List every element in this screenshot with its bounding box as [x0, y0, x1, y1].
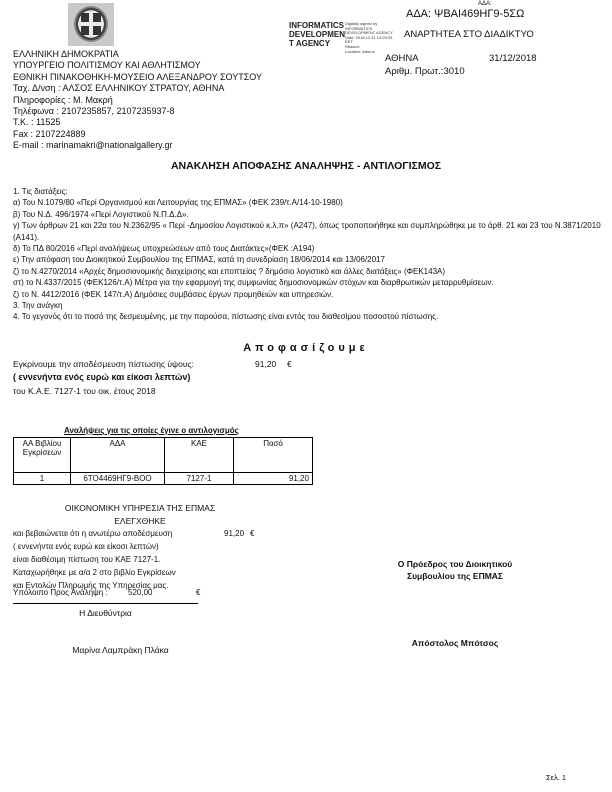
signature-details: Digitally signed by INFORMATICS DEVELOPMENT AGENCY Date: 2018.12.31 13:29:33 EET Reason: Location: Athens: [345, 21, 393, 54]
agency-header-line: ΕΘΝΙΚΗ ΠΙΝΑΚΟΘΗΚΗ-ΜΟΥΣΕΙΟ ΑΛΕΞΑΝΔΡΟΥ ΣΟΥΤΣΟΥ: [13, 71, 263, 82]
coat-of-arms-icon: [68, 3, 114, 51]
agency-header-line: ΥΠΟΥΡΓΕΙΟ ΠΟΛΙΤΙΣΜΟΥ ΚΑΙ ΑΘΛΗΤΙΣΜΟΥ: [13, 60, 201, 71]
director-name: Μαρίνα Λαμπράκη Πλάκα: [72, 645, 169, 655]
remainder-amount: 520,00: [128, 588, 153, 597]
finance-line: και Εντολών Πληρωμής της Υπηρεσίας μας.: [13, 581, 169, 590]
legal-basis-list: [13, 186, 601, 323]
legal-basis-line: γ) Των άρθρων 21 και 22α του Ν.2362/95 « Περί -Δημοσίου Λογιστικού κ.λ.π» (Α247), όπως τροποποιήθηκε και συμπληρώθηκε με το άρθ. 21 και 23 του Ν.3871/2010 (Α141).: [13, 221, 601, 242]
remainder-label: Υπόλοιπο Προς Ανάληψη :: [13, 588, 108, 597]
cell-poso: 91,20: [234, 473, 313, 485]
anartitea-label: ΑΝΑΡΤΗΤΕΑ ΣΤΟ ΔΙΑΔΙΚΤΥΟ: [404, 29, 534, 40]
agency-header-line: ΕΛΛΗΝΙΚΗ ΔΗΜΟΚΡΑΤΙΑ: [13, 49, 119, 59]
col-header-poso: Ποσό: [234, 438, 313, 473]
cell-kae: 7127-1: [165, 473, 234, 485]
agency-header-line: Ταχ. Δ/νση : ΑΛΣΟΣ ΕΛΛΗΝΙΚΟΥ ΣΤΡΑΤΟΥ, ΑΘΗΝΑ: [13, 83, 225, 94]
checked-title: ΕΛΕΓΧΘΗΚΕ: [114, 516, 166, 526]
amount-in-words: ( εννενήντα ενός ευρώ και είκοσι λεπτών): [13, 372, 191, 382]
agency-header-line: Πληροφορίες : Μ. Μακρή: [13, 94, 113, 105]
legal-basis-line: ζ) το Ν. 4412/2016 (ΦΕΚ 147/τ.Α) Δημόσιες συμβάσεις έργων προμηθειών και υπηρεσιών.: [13, 289, 334, 299]
agency-header: [13, 49, 262, 152]
signature-divider: [13, 603, 198, 604]
approval-text: Εγκρίνουμε την αποδέσμευση πίστωσης ύψους:: [13, 359, 194, 369]
signature-agency-label: INFORMATICS DEVELOPMEN T AGENCY: [289, 21, 346, 48]
legal-basis-line: 3. Την ανάγκη: [13, 301, 63, 311]
legal-basis-line: 4. Το γεγονός ότι το ποσό της δεσμευμένης, με την παρούσα, πίστωσης είναι εντός του διαθεσίμου ποσοστού πίστωσης.: [13, 312, 439, 322]
legal-basis-line: δ) Το ΠΔ 80/2016 «Περί αναλήψεως υποχρεώσεων από τους Διατάκτες»(ΦΕΚ :Α194): [13, 244, 315, 254]
approval-amount: 91,20: [255, 359, 277, 369]
approval-currency: €: [287, 359, 292, 369]
finance-verification: [13, 527, 218, 592]
document-title: ΑΝΑΚΛΗΣΗ ΑΠΟΦΑΣΗΣ ΑΝΑΛΗΨΗΣ - ΑΝΤΙΛΟΓΙΣΜΟΣ: [170, 160, 442, 172]
legal-basis-line: β) Του Ν.Δ. 496/1974 «Περί Λογιστικού Ν.Π.Δ.Δ».: [13, 209, 189, 219]
agency-header-line: Τ.Κ. : 11525: [13, 117, 61, 128]
finance-service-title: ΟΙΚΟΝΟΜΙΚΗ ΥΠΗΡΕΣΙΑ ΤΗΣ ΕΠΜΑΣ: [64, 503, 216, 513]
legal-basis-line: ζ) το Ν.4270/2014 «Αρχές δημοσιονομικής διαχείρισης και εποπτείας ? δημόσιο λογιστικό και άλλες διατάξεις» (ΦΕΚ143Α): [13, 266, 446, 276]
col-header-kae: ΚΑΕ: [165, 438, 234, 473]
annulment-caption: Αναλήψεις για τις οποίες έγινε ο αντιλογισμός: [64, 426, 239, 435]
legal-basis-line: α) Του Ν.1079/80 «Περί Οργανισμού και Λειτουργίας της ΕΠΜΑΣ» (ΦΕΚ 239/τ.Α/14-10-1980): [13, 198, 343, 208]
finance-line: είναι διαθέσιμη πίστωση του ΚΑΕ 7127-1.: [13, 555, 161, 564]
date-value: 31/12/2018: [489, 53, 537, 64]
table-header-row: [14, 438, 313, 473]
legal-basis-line: 1. Τις διατάξεις:: [13, 187, 68, 196]
cell-aa: 1: [14, 473, 71, 485]
col-header-ada: ΑΔΑ: [71, 438, 165, 473]
director-title: Η Διευθύντρια: [79, 608, 132, 618]
president-title: Ο Πρόεδρος του Διοικητικού Συμβουλίου της ΕΠΜΑΣ: [397, 559, 513, 581]
legal-basis-line: στ) το Ν.4337/2015 (ΦΕΚ126/τ.Α) Μέτρα για την εφαρμογή της συμφωνίας δημοσιονομικών στόχων και διαρθρωτικών μεταρρυθμίσεων.: [13, 278, 494, 288]
remainder-currency: €: [196, 588, 201, 597]
col-header-aa: ΑΑ Βιβλίου Εγκρίσεων: [14, 438, 71, 473]
protocol-number: Αριθμ. Πρωτ.:3010: [385, 66, 465, 77]
finance-line: ( εννενήντα ενός ευρώ και είκοσι λεπτών): [13, 542, 159, 551]
finance-line: Καταχωρήθηκε με α/α 2 στο βιβλίο Εγκρίσεων: [13, 568, 176, 577]
kae-line: του Κ.Α.Ε. 7127-1 του οικ. έτους 2018: [13, 386, 156, 396]
agency-header-line: E-mail : marinamakri@nationalgallery.gr: [13, 140, 173, 151]
finance-currency: €: [250, 529, 255, 538]
president-name: Απόστολος Μπότσος: [411, 638, 499, 648]
legal-basis-line: ε) Την απόφαση του Διοικητικού Συμβουλίου της ΕΠΜΑΣ, κατά τη συνεδρίαση 18/06/2014 και 13/06/2017: [13, 255, 385, 265]
page-number: Σελ. 1: [546, 773, 567, 782]
annulment-table: [13, 437, 313, 485]
agency-header-line: Fax : 2107224889: [13, 128, 86, 139]
table-row: [14, 473, 313, 485]
ada-code: ΑΔΑ: ΨΒΑΙ469ΗΓ9-5ΣΩ: [406, 8, 525, 20]
finance-line: και βεβαιώνεται ότι η ανωτέρω αποδέσμευση: [13, 529, 173, 538]
city-label: ΑΘΗΝΑ: [385, 53, 419, 64]
agency-header-line: Τηλέφωνα : 2107235857, 2107235937-8: [13, 106, 175, 117]
decision-heading: Αποφασίζουμε: [243, 342, 369, 354]
cell-ada: 6ΤΟ4469ΗΓ9-ΒΟΟ: [71, 473, 165, 485]
finance-amount: 91,20: [224, 529, 245, 538]
ada-small-label: ΑΔΑ:: [478, 1, 492, 7]
